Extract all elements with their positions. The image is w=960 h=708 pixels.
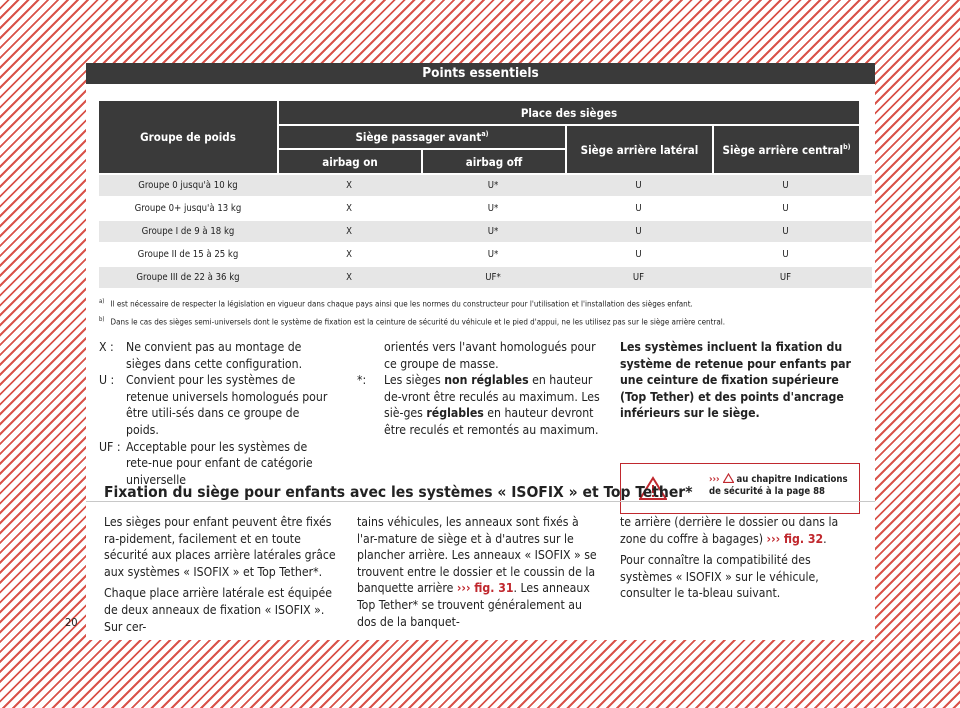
section-divider <box>86 501 875 502</box>
legend-uf-continued: orientés vers l'avant homologués pour ce groupe de masse. <box>384 340 596 371</box>
legend-uf: UF : Acceptable pour les systèmes de rete-nue pour enfant de catégorie universelle <box>99 439 313 487</box>
section-column-3: te arrière (derrière le dossier ou dans la zone du coffre à bagages) ››› fig. 32. Pour connaître la compatibilité des systèmes « ISOFIX » sur le véhicule, consulter le ta-bleau suivant. <box>620 514 864 602</box>
table-cell: U* <box>487 203 499 214</box>
table-cell: X <box>346 203 352 214</box>
col-airbag-off: airbag off <box>423 150 565 173</box>
table-cell: U <box>635 180 642 191</box>
table-cell: Groupe 0+ jusqu'à 13 kg <box>134 203 242 214</box>
small-warning-icon <box>723 473 734 483</box>
legend-column-2 <box>357 339 601 439</box>
isofix-note: Les systèmes incluent la fixation du système de retenue pour enfants par une ceinture de fixation supérieure (Top Tether) et des points d'ancrage inférieurs sur le siège. <box>620 340 851 421</box>
legend-x: X : Ne convient pas au montage de sièges dans cette configuration. <box>99 340 303 371</box>
table-row <box>99 244 872 265</box>
table-row <box>99 267 872 288</box>
fig-32-link[interactable]: ››› fig. 32 <box>766 531 824 546</box>
col-rear-side: Siège arrière latéral <box>567 126 712 173</box>
table-cell: Groupe II de 15 à 25 kg <box>137 249 239 260</box>
section-column-2: tains véhicules, les anneaux sont fixés à l'ar-mature de siège et à d'autres sur le plancher arrière. Les anneaux « ISOFIX » se trouvent entre le dossier et le coussin de la banquette arrière ››› fig. 31. Les anneaux Top Tether* se trouvent généralement au dos de la banquet- <box>357 515 597 629</box>
table-cell: U <box>782 249 789 260</box>
table-row <box>99 175 872 196</box>
table-cell: U <box>782 203 789 214</box>
col-seat-places: Place des sièges <box>279 101 859 124</box>
legend-column-1 <box>99 339 335 488</box>
table-cell: U* <box>487 226 499 237</box>
table-row <box>99 221 872 242</box>
warning-text[interactable]: ››› au chapitre Indications de sécurité à la page 88 <box>709 474 848 497</box>
legend-star: *: Les sièges non réglables en hauteur de-vront être reculés au maximum. Les siè-ges réglables en hauteur devront être reculés et remontés au maximum. <box>357 373 600 437</box>
table-cell: X <box>346 180 352 191</box>
table-cell: X <box>346 226 352 237</box>
table-cell: U <box>635 203 642 214</box>
fig-31-link[interactable]: ››› fig. 31 <box>456 581 514 596</box>
table-cell: X <box>346 249 352 260</box>
table-cell: U <box>782 180 789 191</box>
table-cell: UF* <box>485 272 501 283</box>
table-cell: U* <box>487 180 499 191</box>
section-title: Fixation du siège pour enfants avec les systèmes « ISOFIX » et Top Tether* <box>104 483 693 501</box>
table-cell: UF <box>632 272 645 283</box>
table-cell: U <box>635 249 642 260</box>
section-paragraph-2: Chaque place arrière latérale est équipée de deux anneaux de fixation « ISOFIX ». Sur cer- <box>104 586 332 634</box>
table-cell: Groupe I de 9 à 18 kg <box>141 226 235 237</box>
col-airbag-on: airbag on <box>279 150 421 173</box>
table-cell: U* <box>487 249 499 260</box>
table-row <box>99 198 872 219</box>
section-column-1 <box>104 514 344 635</box>
table-cell: UF <box>779 272 792 283</box>
col-rear-center: Siège arrière central$^{b)}$ <box>714 126 859 173</box>
table-cell: X <box>346 272 352 283</box>
page-number: 20 <box>65 616 78 629</box>
document-page <box>65 63 875 640</box>
section-paragraph-3: Pour connaître la compatibilité des systèmes « ISOFIX » sur le véhicule, consulter le ta-bleau suivant. <box>620 553 819 601</box>
legend-u: U : Convient pour les systèmes de retenue universels homologués pour être utili-sés dans ce groupe de poids. <box>99 373 328 437</box>
page-header: Points essentiels <box>86 63 875 84</box>
footnote-a: $^{a)}$ Il est nécessaire de respecter la législation en vigueur dans chaque pays ainsi que les normes du constructeur pour l'utilisation et l'installation des sièges enfant. <box>99 298 693 309</box>
footnote-b: $^{b)}$ Dans le cas des sièges semi-universels dont le système de fixation est la ceinture de sécurité du véhicule et le pied d'appui, ne les utilisez pas sur le siège arrière central. <box>99 316 726 327</box>
table-cell: U <box>635 226 642 237</box>
table-cell: U <box>782 226 789 237</box>
table-cell: Groupe III de 22 à 36 kg <box>136 272 240 283</box>
col-front-passenger: Siège passager avant$^{a)}$ <box>279 126 565 148</box>
col-weight-group: Groupe de poids <box>99 101 277 173</box>
table-cell: Groupe 0 jusqu'à 10 kg <box>138 180 238 191</box>
section-paragraph-1: Les sièges pour enfant peuvent être fixés ra-pidement, facilement et en toute sécurité aux places arrière latérales grâce aux systèmes « ISOFIX » et Top Tether*. <box>104 515 336 579</box>
